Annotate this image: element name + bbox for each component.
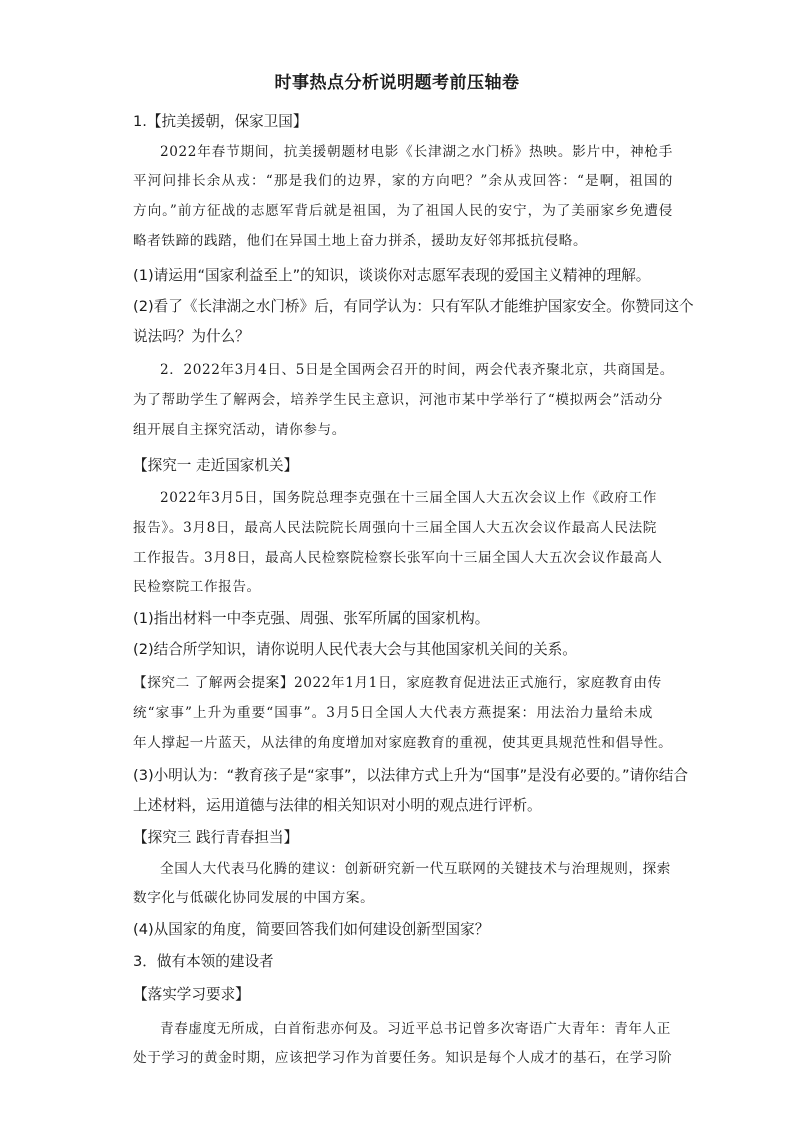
paragraph-line: 组开展自主探究活动，请你参与。 (133, 422, 346, 438)
question-line: (1)指出材料一中李克强、周强、张军所属的国家机构。 (133, 610, 490, 627)
paragraph-line: 统“家事”上升为重要“国事”。3月5日全国人大代表方燕提案：用法治力量给未成 (133, 705, 653, 721)
question-line: (4)从国家的角度，简要回答我们如何建设创新型国家？ (133, 921, 490, 938)
paragraph-line: 略者铁蹄的践踏，他们在异国土地上奋力拼杀，援助友好邻邦抵抗侵略。 (133, 233, 588, 249)
paragraph-line: 为了帮助学生了解两会，培养学生民主意识，河池市某中学举行了“模拟两会”活动分 (133, 392, 663, 408)
paragraph-line: 工作报告。3月8日，最高人民检察院检察长张军向十三届全国人大五次会议作最高人 (133, 550, 663, 566)
question-line: (2)看了《长津湖之水门桥》后，有同学认为：只有军队才能维护国家安全。你赞同这个 (133, 298, 694, 315)
paragraph-line: 民检察院工作报告。 (133, 579, 261, 595)
question-line: 上述材料，运用道德与法律的相关知识对小明的观点进行评析。 (133, 797, 542, 814)
question-line: 说法吗？为什么？ (133, 328, 250, 345)
paragraph-line: 报告》。3月8日，最高人民法院院长周强向十三届全国人大五次会议作最高人民法院 (133, 520, 657, 536)
paragraph-line: 全国人大代表马化腾的建议：创新研究新一代互联网的关键技术与治理规则，探索 (160, 861, 671, 877)
paragraph-line: 2022年春节期间，抗美援朝题材电影《长津湖之水门桥》热映。影片中，神枪手 (160, 144, 673, 160)
paragraph-line: 2022年3月5日，国务院总理李克强在十三届全国人大五次会议上作《政府工作 (160, 490, 657, 506)
section-heading-3: 3．做有本领的建设者 (133, 953, 274, 970)
section-heading: 【落实学习要求】 (133, 986, 250, 1003)
paragraph-line: 方向。”前方征战的志愿军背后就是祖国，为了祖国人民的安宁，为了美丽家乡免遭侵 (133, 203, 673, 219)
paragraph-line: 【探究二 了解两会提案】2022年1月1日，家庭教育促进法正式施行，家庭教育由传 (133, 675, 662, 691)
paragraph-line: 数字化与低碳化协同发展的中国方案。 (133, 890, 375, 906)
question-line: (1)请运用“国家利益至上”的知识，谈谈你对志愿军表现的爱国主义精神的理解。 (133, 267, 651, 284)
paragraph-line: 青春虚度无所成，白首衔悲亦何及。习近平总书记曾多次寄语广大青年：青年人正 (160, 1021, 671, 1037)
question-stem-line: 2．2022年3月4日、5日是全国两会召开的时间，两会代表齐聚北京，共商国是。 (160, 362, 674, 378)
paragraph-line: 年人撑起一片蓝天，从法律的角度增加对家庭教育的重视，使其更具规范性和倡导性。 (133, 735, 673, 751)
section-heading-1: 1.【抗美援朝，保家卫国】 (133, 113, 308, 130)
question-line: (3)小明认为：“教育孩子是“家事”，以法律方式上升为“国事”是没有必要的。”请你结合 (133, 767, 688, 784)
page-title: 时事热点分析说明题考前压轴卷 (274, 73, 520, 93)
question-line: (2)结合所学知识，请你说明人民代表大会与其他国家机关间的关系。 (133, 641, 577, 658)
section-heading: 【探究一 走近国家机关】 (133, 457, 299, 474)
paragraph-line: 平河问排长余从戎：“那是我们的边界，家的方向吧？”余从戎回答：“是啊，祖国的 (133, 173, 673, 189)
section-heading: 【探究三 践行青春担当】 (133, 829, 299, 846)
paragraph-line: 处于学习的黄金时期，应该把学习作为首要任务。知识是每个人成才的基石，在学习阶 (133, 1050, 673, 1066)
